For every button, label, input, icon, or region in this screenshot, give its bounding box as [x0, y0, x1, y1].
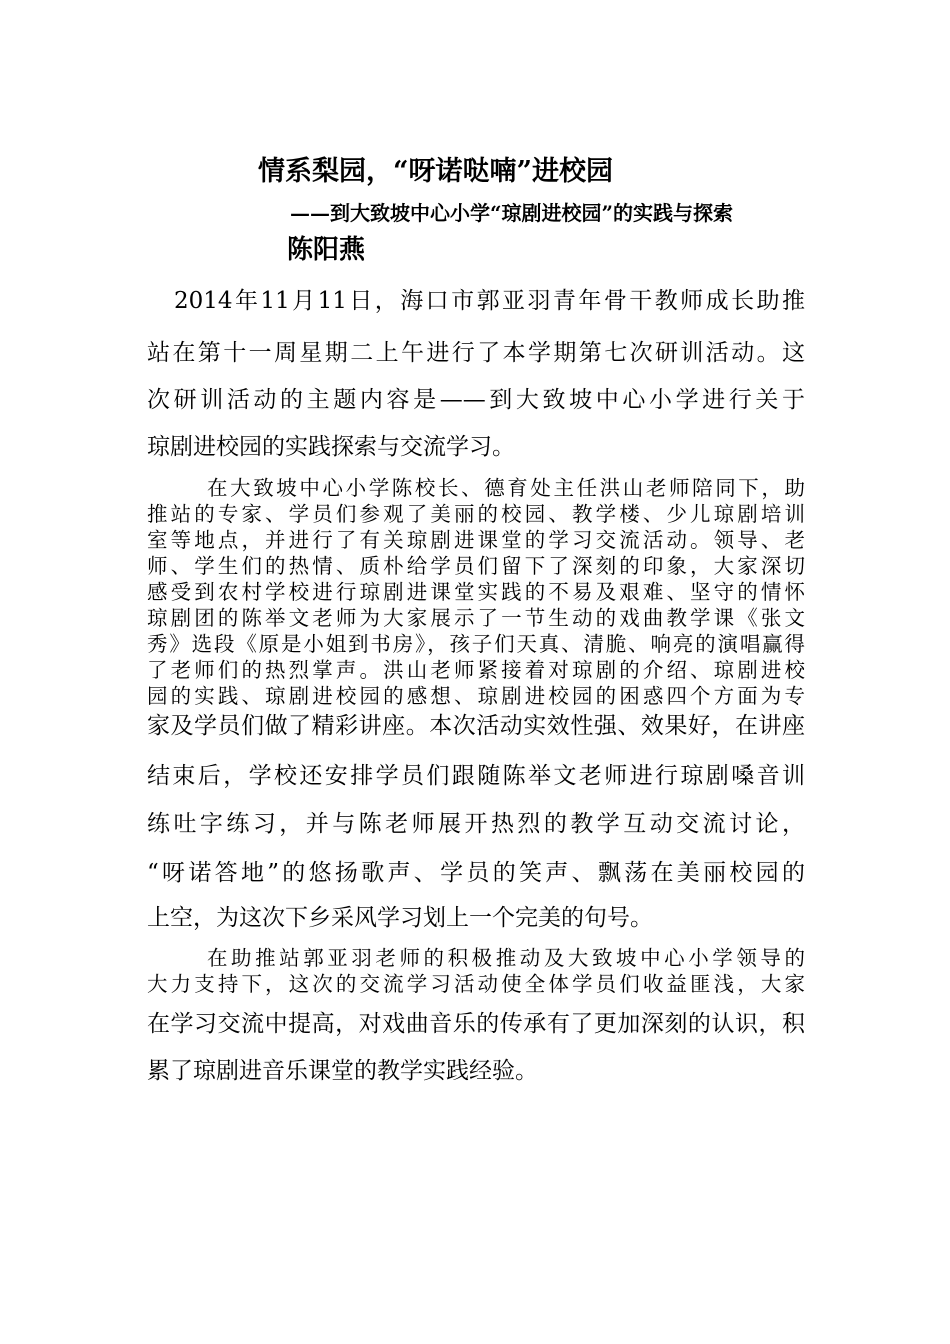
paragraph-2-line-3: 室等地点，并进行了有关琼剧进课堂的学习交流活动。领导、老 [147, 528, 805, 552]
paragraph-2-line-2: 推站的专家、学员们参观了美丽的校园、教学楼、少儿琼剧培训 [147, 502, 805, 526]
document-author: 陈阳燕 [287, 235, 366, 265]
paragraph-2-line-5: 感受到农村学校进行琼剧进课堂实践的不易及艰难、坚守的情怀 [147, 580, 805, 604]
paragraph-2-line-4: 师、学生们的热情、质朴给学员们留下了深刻的印象，大家深切 [147, 554, 805, 578]
paragraph-1-line-1: 2014年11月11日，海口市郭亚羽青年骨干教师成长助推 [174, 288, 805, 314]
paragraph-1-line-3: 次研训活动的主题内容是——到大致坡中心小学进行关于 [147, 387, 805, 413]
paragraph-2-line-12: 练吐字练习，并与陈老师展开热烈的教学互动交流讨论， [147, 811, 805, 837]
paragraph-3-line-3: 在学习交流中提高，对戏曲音乐的传承有了更加深刻的认识，积 [147, 1011, 805, 1037]
paragraph-3-line-4: 累了琼剧进音乐课堂的教学实践经验。 [147, 1058, 538, 1084]
paragraph-2-line-6: 琼剧团的陈举文老师为大家展示了一节生动的戏曲教学课《张文 [147, 606, 805, 630]
paragraph-3-line-2: 大力支持下，这次的交流学习活动使全体学员们收益匪浅，大家 [147, 972, 805, 996]
paragraph-2-line-11: 结束后，学校还安排学员们跟随陈举文老师进行琼剧嗓音训 [147, 763, 805, 789]
paragraph-2-line-9: 园的实践、琼剧进校园的感想、琼剧进校园的困惑四个方面为专 [147, 684, 805, 708]
document-subtitle: ——到大致坡中心小学“琼剧进校园”的实践与探索 [290, 201, 734, 225]
paragraph-2-line-7: 秀》选段《原是小姐到书房》，孩子们天真、清脆、响亮的演唱赢得 [147, 632, 805, 656]
paragraph-2-line-10: 家及学员们做了精彩讲座。本次活动实效性强、效果好，在讲座 [147, 713, 805, 739]
paragraph-2-line-14: 上空，为这次下乡采风学习划上一个完美的句号。 [147, 905, 653, 931]
paragraph-1-line-4: 琼剧进校园的实践探索与交流学习。 [147, 434, 515, 460]
paragraph-2-line-13: “呀诺答地”的悠扬歌声、学员的笑声、飘荡在美丽校园的 [147, 860, 805, 886]
paragraph-1-line-2: 站在第十一周星期二上午进行了本学期第七次研训活动。这 [147, 340, 805, 366]
paragraph-2-line-1: 在大致坡中心小学陈校长、德育处主任洪山老师陪同下，助 [207, 476, 805, 500]
document-title: 情系梨园，“呀诺哒喃”进校园 [258, 156, 614, 187]
paragraph-3-line-1: 在助推站郭亚羽老师的积极推动及大致坡中心小学领导的 [207, 946, 805, 970]
paragraph-2-line-8: 了老师们的热烈掌声。洪山老师紧接着对琼剧的介绍、琼剧进校 [147, 658, 805, 682]
